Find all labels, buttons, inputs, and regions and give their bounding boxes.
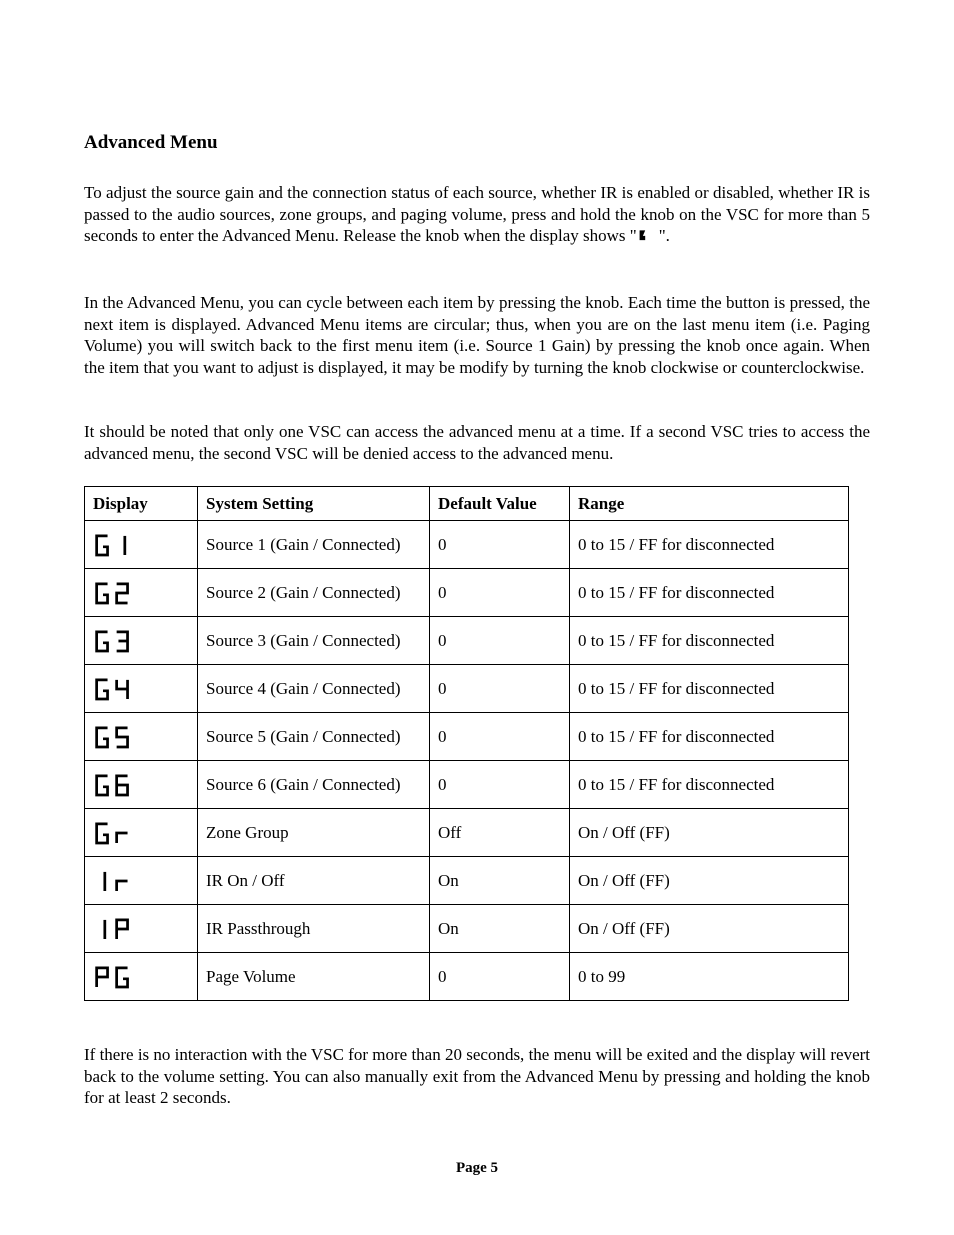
cell-display [85, 809, 198, 857]
display-glyph [93, 866, 133, 896]
header-default-value: Default Value [430, 487, 570, 521]
table-row [85, 521, 849, 569]
lcd-segment-P [117, 919, 128, 938]
cell-range: On / Off (FF) [570, 809, 849, 857]
cell-display [85, 905, 198, 953]
cell-setting: IR Passthrough [198, 905, 430, 953]
display-glyph [93, 770, 133, 800]
cell-display [85, 713, 198, 761]
header-system-setting: System Setting [198, 487, 430, 521]
table-row [85, 569, 849, 617]
cell-setting: IR On / Off [198, 857, 430, 905]
lcd-segment-G [97, 727, 108, 746]
header-display: Display [85, 487, 198, 521]
cell-setting: Source 1 (Gain / Connected) [198, 521, 430, 569]
display-glyph [93, 578, 133, 608]
paragraph-exit: If there is no interaction with the VSC for more than 20 seconds, the menu will be exited and the display will revert back to the volume setting. You can also manually exit from the Advanced Menu by pressing and holding the knob for at least 2 seconds. [84, 1045, 870, 1108]
cell-range: On / Off (FF) [570, 857, 849, 905]
header-range: Range [570, 487, 849, 521]
lcd-segment-P [97, 967, 108, 986]
table-row [85, 713, 849, 761]
display-glyph [93, 914, 133, 944]
lcd-segment-G [97, 823, 108, 842]
cell-setting: Source 5 (Gain / Connected) [198, 713, 430, 761]
table-row [85, 761, 849, 809]
cell-default: 0 [430, 953, 570, 1001]
lcd-segment-4 [117, 679, 128, 698]
lcd-segment-G [97, 535, 108, 554]
cell-display [85, 617, 198, 665]
lcd-segment-r [117, 881, 128, 891]
cell-setting: Source 4 (Gain / Connected) [198, 665, 430, 713]
cell-default: 0 [430, 617, 570, 665]
cell-default: Off [430, 809, 570, 857]
table-row [85, 953, 849, 1001]
paragraph-navigation: In the Advanced Menu, you can cycle between each item by pressing the knob. Each time the button is pressed, the next item is displayed. Advanced Menu items are circular; thus, when you are on the last menu item (i.e. Paging Volume) you will switch back to the first menu item (i.e. Source 1 Gain) by pressing the knob once again. When the item that you want to adjust is displayed, it may be modify by turning the knob clockwise or counterclockwise. [84, 293, 870, 377]
cell-default: On [430, 905, 570, 953]
table-row [85, 617, 849, 665]
table-row [85, 857, 849, 905]
lcd-segment-2 [117, 583, 128, 602]
cell-display [85, 857, 198, 905]
lcd-segment-r [117, 833, 128, 843]
cell-range: 0 to 15 / FF for disconnected [570, 617, 849, 665]
paragraph-intro [84, 182, 870, 247]
cell-range: 0 to 15 / FF for disconnected [570, 713, 849, 761]
advanced-menu-table [84, 486, 849, 1001]
cell-default: 0 [430, 761, 570, 809]
paragraph-intro-tail: ". [658, 226, 670, 246]
cell-range: 0 to 15 / FF for disconnected [570, 665, 849, 713]
table-row [85, 905, 849, 953]
table-row [85, 809, 849, 857]
cell-range: 0 to 15 / FF for disconnected [570, 569, 849, 617]
cell-setting: Page Volume [198, 953, 430, 1001]
paragraph-access-note: It should be noted that only one VSC can access the advanced menu at a time. If a second VSC tries to access the advanced menu, the second VSC will be denied access to the advanced menu. [84, 422, 870, 463]
cell-range: 0 to 99 [570, 953, 849, 1001]
lcd-segment-G [97, 775, 108, 794]
display-glyph [93, 674, 133, 704]
cell-default: On [430, 857, 570, 905]
cell-display [85, 665, 198, 713]
cell-setting: Zone Group [198, 809, 430, 857]
lcd-segment-3 [117, 631, 128, 650]
cell-display [85, 569, 198, 617]
lcd-segment-G [117, 967, 128, 986]
section-heading: Advanced Menu [84, 132, 218, 153]
display-glyph [93, 818, 133, 848]
cell-setting: Source 3 (Gain / Connected) [198, 617, 430, 665]
display-glyph [93, 722, 133, 752]
cell-default: 0 [430, 713, 570, 761]
cell-display [85, 521, 198, 569]
page-number: Page 5 [455, 1160, 499, 1176]
lcd-segment-6 [117, 775, 128, 794]
lcd-segment-G [97, 583, 108, 602]
cell-range: 0 to 15 / FF for disconnected [570, 521, 849, 569]
cell-default: 0 [430, 665, 570, 713]
cell-range: On / Off (FF) [570, 905, 849, 953]
display-glyph [93, 962, 133, 992]
display-glyph [93, 530, 133, 560]
cell-setting: Source 6 (Gain / Connected) [198, 761, 430, 809]
display-glyph-inline [637, 228, 659, 242]
lcd-segment-G [97, 631, 108, 650]
lcd-segment-5 [117, 727, 128, 746]
cell-default: 0 [430, 569, 570, 617]
lcd-segment-G [639, 231, 645, 241]
paragraph-intro-text: To adjust the source gain and the connection status of each source, whether IR is enabled or disabled, whether IR is passed to the audio sources, zone groups, and paging volume, press and hold the knob on the VSC for more than 5 seconds to enter the Advanced Menu. Release the knob when the display shows " [84, 183, 870, 246]
cell-display [85, 953, 198, 1001]
lcd-segment-G [97, 679, 108, 698]
table-row [85, 665, 849, 713]
table-header-row [85, 487, 849, 521]
cell-range: 0 to 15 / FF for disconnected [570, 761, 849, 809]
cell-display [85, 761, 198, 809]
display-glyph [93, 626, 133, 656]
cell-setting: Source 2 (Gain / Connected) [198, 569, 430, 617]
cell-default: 0 [430, 521, 570, 569]
